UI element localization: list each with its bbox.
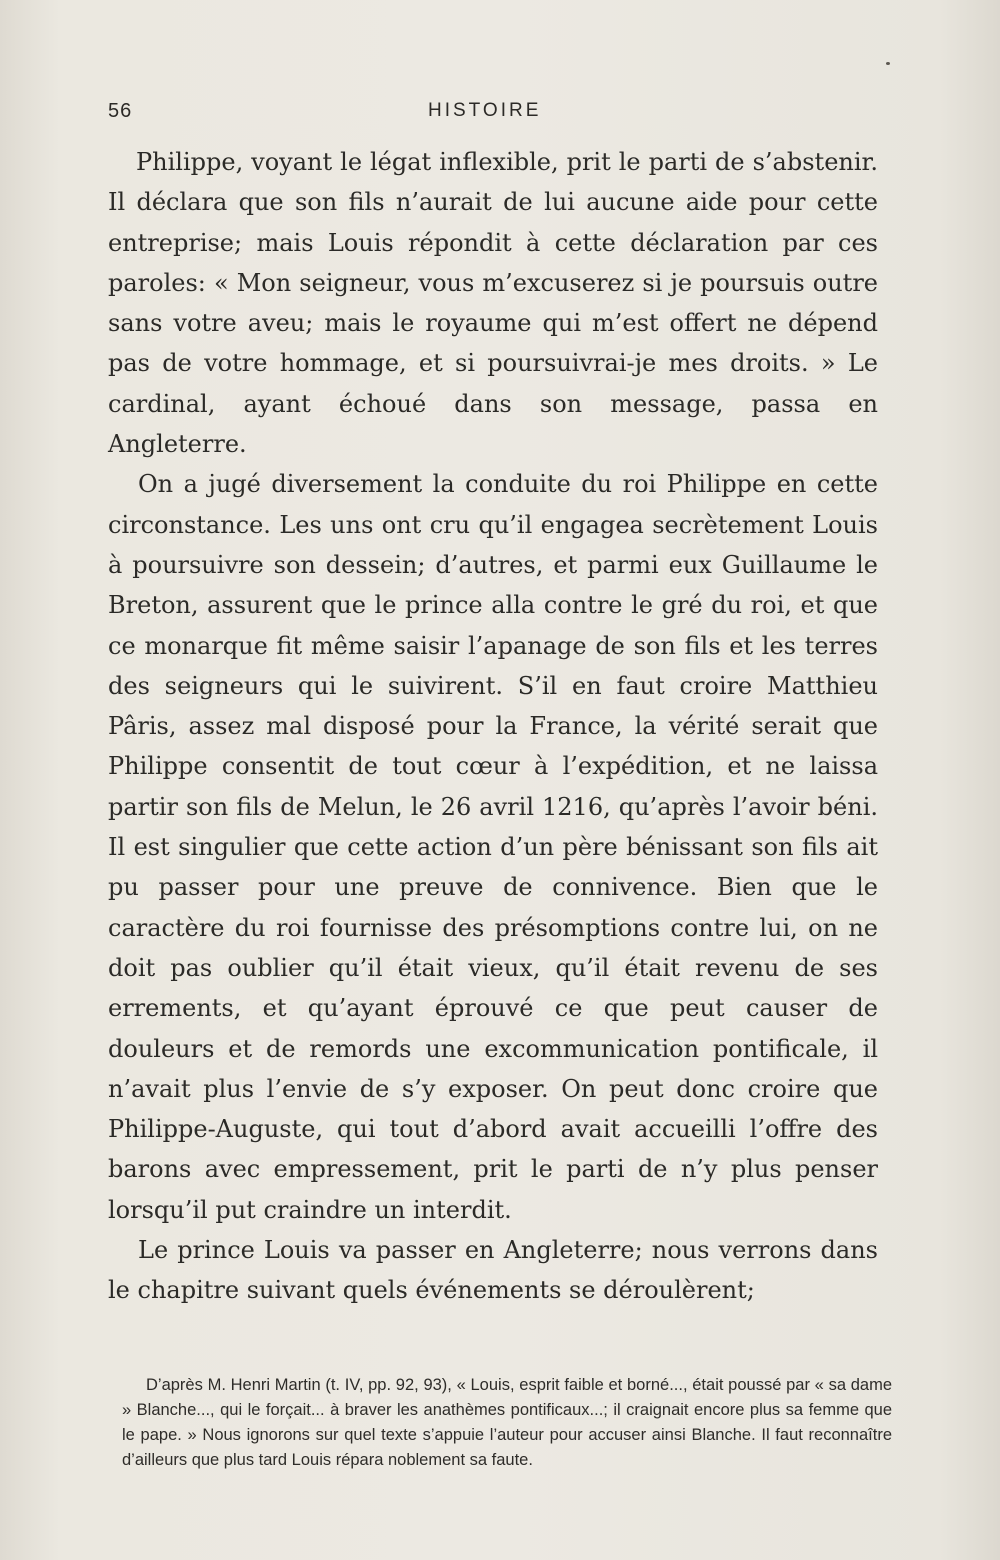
footnote: D’après M. Henri Martin (t. IV, pp. 92, 93), « Louis, esprit faible et borné..., était poussé par « sa dame » Blanche..., qui le forçait... à braver les anathèmes pontificaux...; il craignait encore plus sa femme que le pape. » Nous ignorons sur quel texte s’appuie l’auteur pour accuser ainsi Blanche. Il faut reconnaître d’ailleurs que plus tard Louis répara noblement sa faute.	[122, 1375, 892, 1469]
ink-speck	[886, 62, 890, 65]
page-header	[108, 100, 888, 128]
main-text	[108, 142, 878, 1311]
paragraph-1: Philippe, voyant le légat inflexible, prit le parti de s’abstenir. Il déclara que son fils n’aurait de lui aucune aide pour cette entreprise; mais Louis répondit à cette déclaration par ces paroles: « Mon seigneur, vous m’excuserez si je poursuis outre sans votre aveu; mais le royaume qui m’est offert ne dépend pas de votre hommage, et si poursuivrai-je mes droits. » Le cardinal, ayant échoué dans son message, passa en Angleterre.	[108, 148, 878, 459]
paragraph-2: On a jugé diversement la conduite du roi Philippe en cette circonstance. Les uns ont cru qu’il engagea secrètement Louis à poursuivre son dessein; d’autres, et parmi eux Guillaume le Breton, assurent que le prince alla contre le gré du roi, et que ce monarque fit même saisir l’apanage de son fils et les terres des seigneurs qui le suivirent. S’il en faut croire Matthieu Pâris, assez mal disposé pour la France, la vérité serait que Philippe consentit de tout cœur à l’expédition, et ne laissa partir son fils de Melun, le 26 avril 1216, qu’après l’avoir béni. Il est singulier que cette action d’un père bénissant son fils ait pu passer pour une preuve de connivence. Bien que le caractère du roi fournisse des présomptions contre lui, on ne doit pas oublier qu’il était vieux, qu’il était revenu de ses errements, et qu’ayant éprouvé ce que peut causer de douleurs et de remords une excommunication pontificale, il n’avait plus l’envie de s’y exposer. On peut donc croire que Philippe-Auguste, qui tout d’abord avait accueilli l’offre des barons avec empressement, prit le parti de n’y plus penser lorsqu’il put craindre un interdit.	[108, 470, 878, 1224]
paragraph-3: Le prince Louis va passer en Angleterre; nous verrons dans le chapitre suivant quels événements se déroulèrent;	[108, 1236, 878, 1305]
page-number: 56	[108, 100, 133, 122]
running-title: HISTOIRE	[428, 100, 542, 121]
